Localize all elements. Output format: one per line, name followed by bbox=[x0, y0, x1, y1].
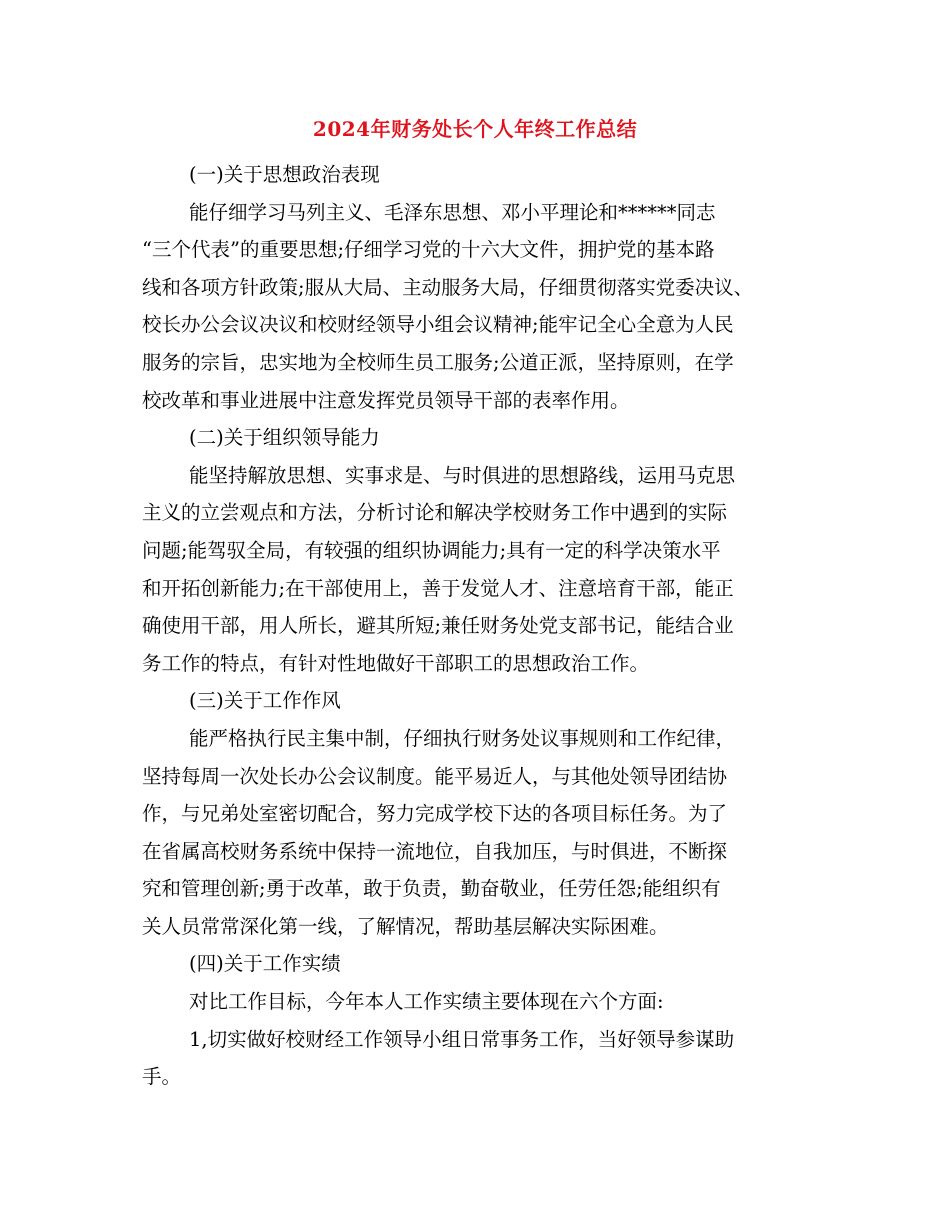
paragraph-line: 和开拓创新能力;在干部使用上，善于发觉人才、注意培育干部，能正 bbox=[142, 576, 734, 600]
paragraph-line: 在省属高校财务系统中保持一流地位，自我加压，与时俱进，不断探 bbox=[142, 839, 728, 863]
paragraph-line: 能坚持解放思想、实事求是、与时俱进的思想路线，运用马克思 bbox=[189, 463, 736, 487]
paragraph-line: 对比工作目标，今年本人工作实绩主要体现在六个方面: bbox=[189, 990, 664, 1014]
paragraph-line: 1,切实做好校财经工作领导小组日常事务工作，当好领导参谋助 bbox=[189, 1027, 735, 1051]
paragraph-line: 究和管理创新;勇于改革，敢于负责，勤奋敬业，任劳任怨;能组织有 bbox=[142, 877, 721, 901]
paragraph-line: 校改革和事业进展中注意发挥党员领导干部的表率作用。 bbox=[142, 388, 630, 412]
paragraph-line: 主义的立尝观点和方法，分析讨论和解决学校财务工作中遇到的实际 bbox=[142, 501, 728, 525]
paragraph-line: 能仔细学习马列主义、毛泽东思想、邓小平理论和******同志 bbox=[189, 200, 716, 224]
paragraph-line: 校长办公会议决议和校财经领导小组会议精神;能牢记全心全意为人民 bbox=[142, 313, 734, 337]
paragraph-line: 手。 bbox=[142, 1065, 182, 1089]
section-heading-2: (二)关于组织领导能力 bbox=[189, 426, 380, 450]
paragraph-line: 务工作的特点，有针对性地做好干部职工的思想政治工作。 bbox=[142, 651, 650, 675]
paragraph-line: 关人员常常深化第一线，了解情况，帮助基层解决实际困难。 bbox=[142, 914, 669, 938]
paragraph-line: 线和各项方针政策;服从大局、主动服务大局，仔细贯彻落实党委决议、 bbox=[142, 275, 754, 299]
paragraph-line: 作，与兄弟处室密切配合，努力完成学校下达的各项目标任务。为了 bbox=[142, 802, 728, 826]
paragraph-line: 能严格执行民主集中制，仔细执行财务处议事规则和工作纪律， bbox=[189, 726, 736, 750]
section-heading-1: (一)关于思想政治表现 bbox=[189, 163, 380, 186]
paragraph-line: 问题;能驾驭全局，有较强的组织协调能力;具有一定的科学决策水平 bbox=[142, 538, 721, 562]
section-heading-3: (三)关于工作作风 bbox=[189, 689, 341, 713]
section-heading-4: (四)关于工作实绩 bbox=[189, 952, 341, 976]
paragraph-line: “三个代表”的重要思想;仔细学习党的十六大文件，拥护党的基本路 bbox=[142, 238, 715, 262]
paragraph-line: 服务的宗旨，忠实地为全校师生员工服务;公道正派，坚持原则，在学 bbox=[142, 350, 734, 374]
document-title: 2024年财务处长个人年终工作总结 bbox=[312, 117, 638, 141]
document-body bbox=[142, 156, 832, 1096]
paragraph-line: 坚持每周一次处长办公会议制度。能平易近人，与其他处领导团结协 bbox=[142, 764, 728, 788]
paragraph-line: 确使用干部，用人所长，避其所短;兼任财务处党支部书记，能结合业 bbox=[142, 614, 734, 638]
